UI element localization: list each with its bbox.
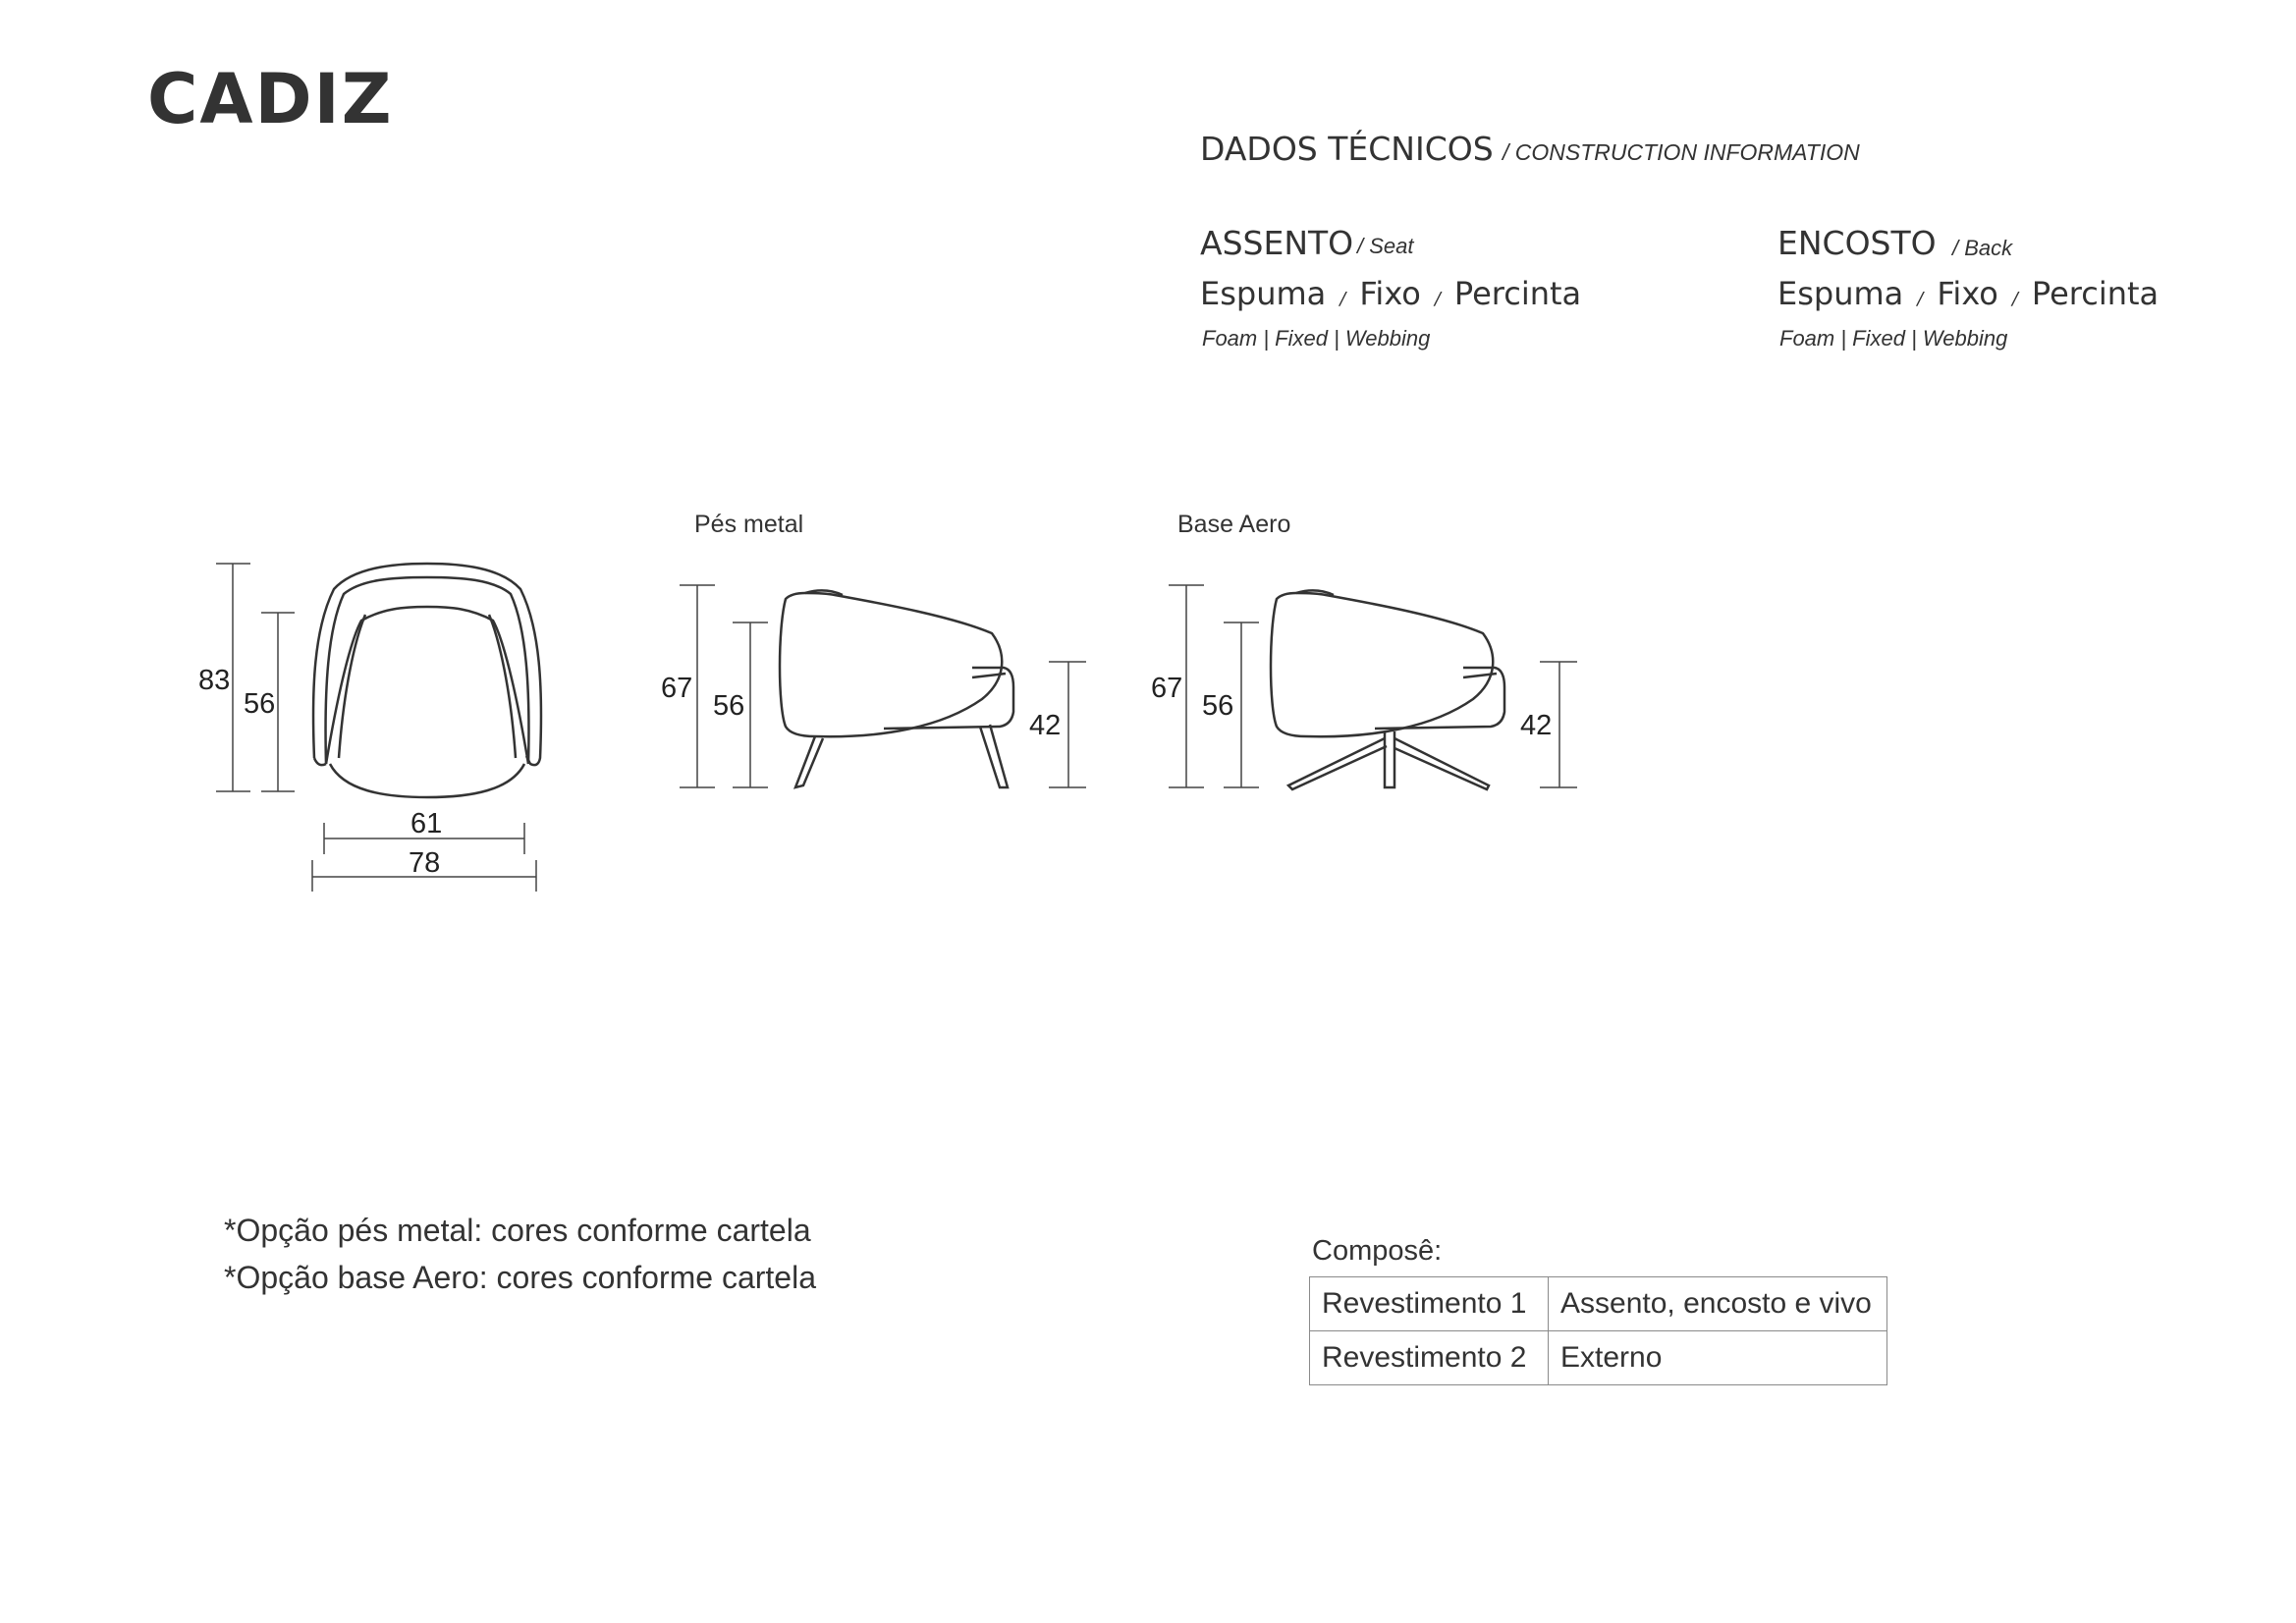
seat-title: ASSENTO	[1200, 224, 1354, 262]
side-metal-front-leg	[795, 736, 823, 787]
side-metal-seat	[884, 668, 1013, 729]
back-material-foam: Espuma	[1777, 275, 1904, 312]
composition-table	[1309, 1276, 1887, 1385]
side-metal-dim-total-height: 67	[661, 673, 693, 704]
front-dim-total-width: 78	[409, 847, 441, 879]
side-view-aero-drawing	[1271, 590, 1504, 789]
back-title: ENCOSTO	[1777, 224, 1937, 262]
composition-name: Revestimento 2	[1310, 1331, 1549, 1385]
back-material-webbing: Percinta	[2031, 275, 2159, 312]
front-inner-shell	[326, 577, 529, 764]
back-separator: /	[1917, 289, 1924, 309]
side-metal-dim-seat-height: 42	[1029, 710, 1062, 741]
seat-material-fixed: Fixo	[1359, 275, 1421, 312]
seat-materials-english: Foam | Fixed | Webbing	[1202, 326, 1431, 351]
note-aero-base: *Opção base Aero: cores conforme cartela	[224, 1260, 816, 1295]
front-view-drawing	[313, 564, 541, 797]
composition-label: Composê:	[1312, 1235, 1443, 1267]
front-seat-cushion	[330, 764, 524, 797]
side-aero-shell	[1271, 593, 1493, 736]
side-aero-swivel-column	[1385, 731, 1394, 787]
product-title: CADIZ	[147, 59, 394, 139]
back-subtitle: / Back	[1952, 236, 2013, 260]
front-dim-total-height: 83	[198, 665, 231, 696]
composition-name: Revestimento 1	[1310, 1277, 1549, 1331]
view-label-aero-base: Base Aero	[1177, 511, 1291, 538]
side-aero-dim-total-height: 67	[1151, 673, 1183, 704]
front-dim-back-height: 56	[244, 688, 276, 720]
side-aero-dimension-lines	[1169, 585, 1577, 787]
composition-value: Assento, encosto e vivo	[1549, 1277, 1887, 1331]
technical-data-title: DADOS TÉCNICOS	[1200, 130, 1494, 168]
side-view-metal-drawing	[780, 590, 1013, 787]
side-aero-star-base	[1288, 738, 1489, 789]
side-aero-dim-seat-height: 42	[1520, 710, 1553, 741]
back-material-fixed: Fixo	[1937, 275, 1998, 312]
seat-material-foam: Espuma	[1200, 275, 1327, 312]
composition-value: Externo	[1549, 1331, 1887, 1385]
front-outer-shell	[313, 564, 541, 765]
side-aero-dim-arm-height: 56	[1202, 690, 1234, 722]
side-metal-back-leg	[980, 725, 1008, 787]
technical-data-subtitle: / CONSTRUCTION INFORMATION	[1503, 139, 1860, 165]
front-inner-back	[326, 607, 528, 764]
back-separator: /	[2011, 289, 2018, 309]
seat-material-webbing: Percinta	[1453, 275, 1582, 312]
side-metal-dim-arm-height: 56	[713, 690, 745, 722]
back-materials-english: Foam | Fixed | Webbing	[1779, 326, 2008, 351]
seat-separator: /	[1339, 289, 1346, 309]
view-label-metal-feet: Pés metal	[694, 511, 804, 538]
table-row	[1310, 1331, 1887, 1385]
table-row	[1310, 1277, 1887, 1331]
side-metal-dimension-lines	[680, 585, 1086, 787]
note-metal-feet: *Opção pés metal: cores conforme cartela	[224, 1213, 811, 1248]
front-dim-inner-width: 61	[410, 808, 443, 839]
side-metal-shell	[780, 593, 1002, 736]
seat-separator: /	[1434, 289, 1441, 309]
seat-subtitle: / Seat	[1357, 234, 1414, 258]
side-aero-seat	[1375, 668, 1504, 729]
